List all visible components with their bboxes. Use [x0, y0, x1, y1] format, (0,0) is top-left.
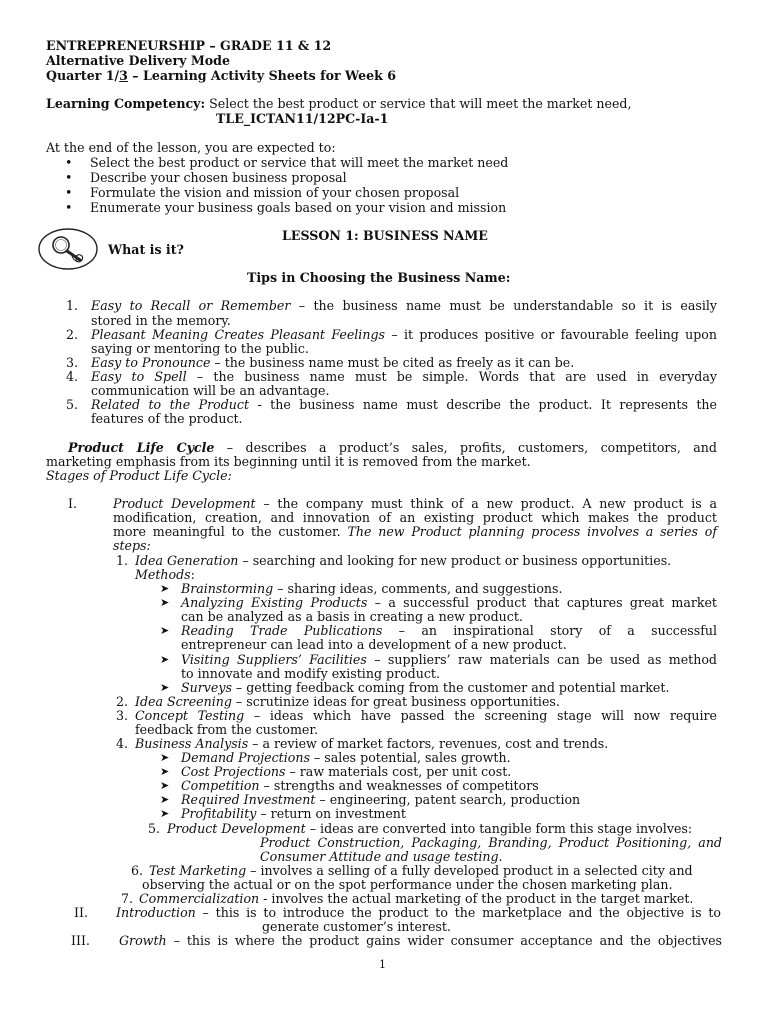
step-text-cont: Consumer Attitude and usage testing. — [260, 849, 503, 864]
step-text-cont: observing the actual or on the spot performance under the chosen marketing plan. — [142, 877, 673, 892]
method-item-cont: to innovate and modify existing product. — [181, 666, 440, 681]
tips-title: Tips in Choosing the Business Name: — [247, 270, 511, 285]
step-concept-testing: Concept Testing – ideas which have passed the screening stage will now require — [135, 708, 717, 723]
step-number: 4. — [116, 736, 129, 751]
stage-product-development: Product Development – the company must think of a new product. A new product is a — [113, 496, 717, 511]
lesson-title: LESSON 1: BUSINESS NAME — [282, 228, 488, 243]
method-item-cont: can be analyzed as a basis in creating a new product. — [181, 609, 523, 624]
arrow-bullet-icon: ➤ — [160, 807, 170, 820]
method-item: Surveys – getting feedback coming from the customer and potential market. — [181, 680, 670, 695]
analysis-item: Required Investment – engineering, patent search, production — [181, 792, 581, 807]
step-product-development: Product Development – ideas are converted into tangible form this stage involves: — [167, 821, 693, 836]
analysis-item: Competition – strengths and weaknesses of competitors — [181, 778, 539, 793]
stage-text-cont: generate customer’s interest. — [262, 919, 451, 934]
method-item: Visiting Suppliers’ Facilities – suppliers’ raw materials can be used as method — [181, 652, 717, 667]
tip-item-cont: communication will be an advantage. — [91, 383, 330, 398]
tip-item-cont: stored in the memory. — [91, 313, 231, 328]
plc-stages-label: Stages of Product Life Cycle: — [46, 468, 232, 483]
magnifying-glass-icon — [36, 226, 100, 272]
step-number: 5. — [148, 821, 161, 836]
objective-item: • Select the best product or service that will meet the market need — [90, 156, 508, 170]
stage-number: III. — [71, 933, 90, 948]
arrow-bullet-icon: ➤ — [160, 624, 170, 637]
arrow-bullet-icon: ➤ — [160, 765, 170, 778]
arrow-bullet-icon: ➤ — [160, 596, 170, 609]
arrow-bullet-icon: ➤ — [160, 653, 170, 666]
step-commercialization: Commercialization - involves the actual marketing of the product in the target market. — [139, 891, 694, 906]
what-is-it-heading: What is it? — [108, 242, 184, 257]
step-number: 2. — [116, 694, 129, 709]
step-text-cont: feedback from the customer. — [135, 722, 319, 737]
tip-item: Related to the Product - the business name must describe the product. It represents the — [91, 397, 717, 412]
analysis-item: Profitability – return on investment — [181, 806, 406, 821]
objectives-intro: At the end of the lesson, you are expected to: — [46, 140, 336, 155]
tip-number: 5. — [66, 397, 79, 412]
arrow-bullet-icon: ➤ — [160, 582, 170, 595]
stage-number: I. — [68, 496, 77, 511]
tip-item: Easy to Recall or Remember – the business name must be understandable so it is easily — [91, 298, 717, 313]
header-quarter: Quarter 1/3 – Learning Activity Sheets for Week 6 — [46, 68, 397, 83]
header-subject: ENTREPRENEURSHIP – GRADE 11 & 12 — [46, 38, 332, 53]
analysis-item: Cost Projections – raw materials cost, per unit cost. — [181, 764, 512, 779]
tip-number: 4. — [66, 369, 79, 384]
step-number: 3. — [116, 708, 129, 723]
plc-definition: Product Life Cycle – describes a product’s sales, profits, customers, competitors, and — [68, 440, 717, 455]
arrow-bullet-icon: ➤ — [160, 779, 170, 792]
objective-item: • Enumerate your business goals based on your vision and mission — [90, 201, 506, 215]
stage-introduction: Introduction – this is to introduce the product to the marketplace and the objective is to — [116, 905, 721, 920]
objective-item: • Describe your chosen business proposal — [90, 171, 347, 185]
arrow-bullet-icon: ➤ — [160, 751, 170, 764]
tip-item-cont: saying or mentoring to the public. — [91, 341, 309, 356]
tip-item: Pleasant Meaning Creates Pleasant Feelings – it produces positive or favourable feeling upon — [91, 327, 717, 342]
analysis-item: Demand Projections – sales potential, sales growth. — [181, 750, 511, 765]
competency-code: TLE_ICTAN11/12PC-Ia-1 — [216, 111, 389, 126]
learning-competency: Learning Competency: Select the best product or service that will meet the market need, — [46, 96, 632, 111]
step-idea-screening: Idea Screening – scrutinize ideas for great business opportunities. — [135, 694, 560, 709]
step-idea-generation: Idea Generation – searching and looking for new product or business opportunities. — [135, 553, 672, 568]
stage-text: modification, creation, and innovation of an existing product which makes the product — [113, 510, 717, 525]
tip-number: 3. — [66, 355, 79, 370]
stage-number: II. — [74, 905, 88, 920]
tip-item-cont: features of the product. — [91, 411, 243, 426]
header-mode: Alternative Delivery Mode — [46, 53, 230, 68]
method-item: Brainstorming – sharing ideas, comments, and suggestions. — [181, 581, 563, 596]
tip-number: 1. — [66, 298, 79, 313]
step-text-cont: Product Construction, Packaging, Branding, Product Positioning, and — [260, 835, 722, 850]
plc-definition-cont: marketing emphasis from its beginning until it is removed from the market. — [46, 454, 531, 469]
tip-item: Easy to Spell – the business name must be simple. Words that are used in everyday — [91, 369, 717, 384]
step-test-marketing: Test Marketing – involves a selling of a fully developed product in a selected city and — [149, 863, 693, 878]
step-number: 6. — [131, 863, 144, 878]
tip-number: 2. — [66, 327, 79, 342]
tip-item: Easy to Pronounce – the business name must be cited as freely as it can be. — [91, 355, 575, 370]
step-number: 7. — [121, 891, 134, 906]
method-item: Reading Trade Publications – an inspirational story of a successful — [181, 623, 718, 638]
stage-text: steps: — [113, 538, 151, 553]
page-number: 1 — [379, 958, 386, 971]
method-item-cont: entrepreneur can lead into a development of a new product. — [181, 637, 567, 652]
arrow-bullet-icon: ➤ — [160, 681, 170, 694]
methods-label: Methods: — [135, 567, 195, 582]
stage-text: more meaningful to the customer. The new Product planning process involves a series of — [113, 524, 717, 539]
objective-item: • Formulate the vision and mission of your chosen proposal — [90, 186, 459, 200]
arrow-bullet-icon: ➤ — [160, 793, 170, 806]
step-business-analysis: Business Analysis – a review of market factors, revenues, cost and trends. — [135, 736, 609, 751]
method-item: Analyzing Existing Products – a successful product that captures great market — [181, 595, 717, 610]
step-number: 1. — [116, 553, 129, 568]
stage-growth: Growth – this is where the product gains wider consumer acceptance and the objectives — [119, 933, 722, 948]
